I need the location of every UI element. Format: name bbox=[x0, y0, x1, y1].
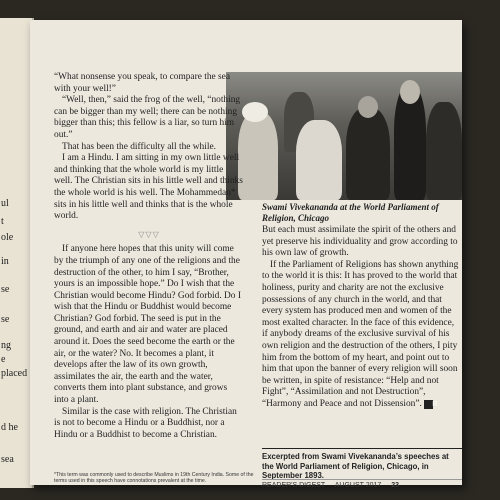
paragraph: But each must assimilate the spirit of the others and yet preserve his individuality and grow according to his own law of growth. bbox=[262, 225, 458, 259]
paragraph: “Well, then,” said the frog of the well, “nothing can be bigger than my well; there can be nothing bigger than this; this fellow is a liar, so turn him out.” bbox=[54, 95, 241, 140]
left-fragment: ul bbox=[1, 198, 9, 209]
left-fragment: t bbox=[1, 216, 4, 227]
left-fragment: d he bbox=[1, 422, 18, 433]
photo-figure bbox=[296, 120, 342, 200]
magazine-name: READER'S DIGEST bbox=[262, 482, 326, 489]
right-column bbox=[262, 225, 462, 411]
paragraph: “What nonsense you speak, to compare the sea with your well!” bbox=[54, 72, 230, 94]
paragraph-text: If the Parliament of Religions has shown anything to the world it is this: It has proved to the world that holiness, purity and charity are not the exclusive possessions of any church in the world, and that every system has produced men and women of the most exalted character. In the face of this evidence, if anybody dreams of the exclusive survival of his own religion and the destruction of the others, I pity him from the bottom of my heart, and point out to him that upon the banner of every religion will soon be written, in spite of resistance: “Help and not Fight”, “Assimilation and not Destruction”, “Harmony and Peace and not Dissension”. bbox=[262, 259, 459, 409]
magazine-page bbox=[30, 20, 462, 489]
photo-caption: Swami Vivekananda at the World Parliament of Religion, Chicago bbox=[262, 202, 439, 223]
end-mark-icon: R bbox=[424, 400, 433, 409]
paragraph: If anyone here hopes that this unity will come by the triumph of any one of the religions and the destruction of the other, to him I say, “Brother, yours is an impossible hope.” Do I wish that the Christian would become Hindu? God forbid. Do I wish that the Hindu or Buddhist would become Christian? God forbid. The seed is put in the ground, and earth and air and water are placed around it. Does the seed become the earth or the air, or the water? No. It becomes a plant, it develops after the law of its own growth, assimilates the air, the earth and the water, converts them into plant substance, and grows into a plant. bbox=[54, 244, 241, 406]
adjacent-page bbox=[0, 18, 34, 488]
photo-figure bbox=[426, 102, 462, 200]
paragraph: Similar is the case with religion. The Christian is not to become a Hindu or a Buddhist, nor a Hindu or a Buddhist to become a Christian. bbox=[54, 406, 237, 440]
turban-shape bbox=[242, 102, 268, 122]
issue-date: AUGUST 2017 bbox=[334, 482, 382, 489]
left-fragment: ole bbox=[1, 232, 14, 243]
left-fragment: se bbox=[1, 314, 10, 325]
left-fragment: ng bbox=[1, 340, 11, 351]
left-fragment: placed bbox=[1, 368, 28, 379]
face-shape bbox=[358, 96, 378, 118]
left-fragment: e bbox=[1, 354, 6, 365]
historic-photo bbox=[226, 72, 462, 200]
face-shape bbox=[400, 80, 420, 104]
excerpt-credit: Excerpted from Swami Vivekananda’s speeches at the World Parliament of Religion, Chicago, in September 1893. bbox=[262, 448, 462, 481]
page-footer bbox=[262, 479, 462, 489]
page-number: 23 bbox=[391, 482, 400, 489]
paragraph bbox=[262, 260, 462, 411]
footnote: *This term was commonly used to describe Muslims in 19th Century India. Some of the terms used in this speech have connotations prevalent at the time. bbox=[54, 472, 254, 485]
left-fragment: se bbox=[1, 284, 10, 295]
left-fragment: in bbox=[1, 256, 9, 267]
photo-figure bbox=[238, 112, 278, 200]
paragraph: I am a Hindu. I am sitting in my own little well and thinking that the whole world is my little well. The Christian sits in his little well and thinks the whole world is his well. The Mohammedan* sits in his little well and thinks that is the whole world. bbox=[54, 153, 243, 222]
paragraph: That has been the difficulty all the while. bbox=[62, 141, 216, 152]
section-divider: ▽▽▽ bbox=[138, 229, 160, 239]
photo-figure bbox=[346, 108, 390, 200]
left-fragment: sea bbox=[1, 454, 14, 465]
left-column bbox=[54, 72, 244, 441]
